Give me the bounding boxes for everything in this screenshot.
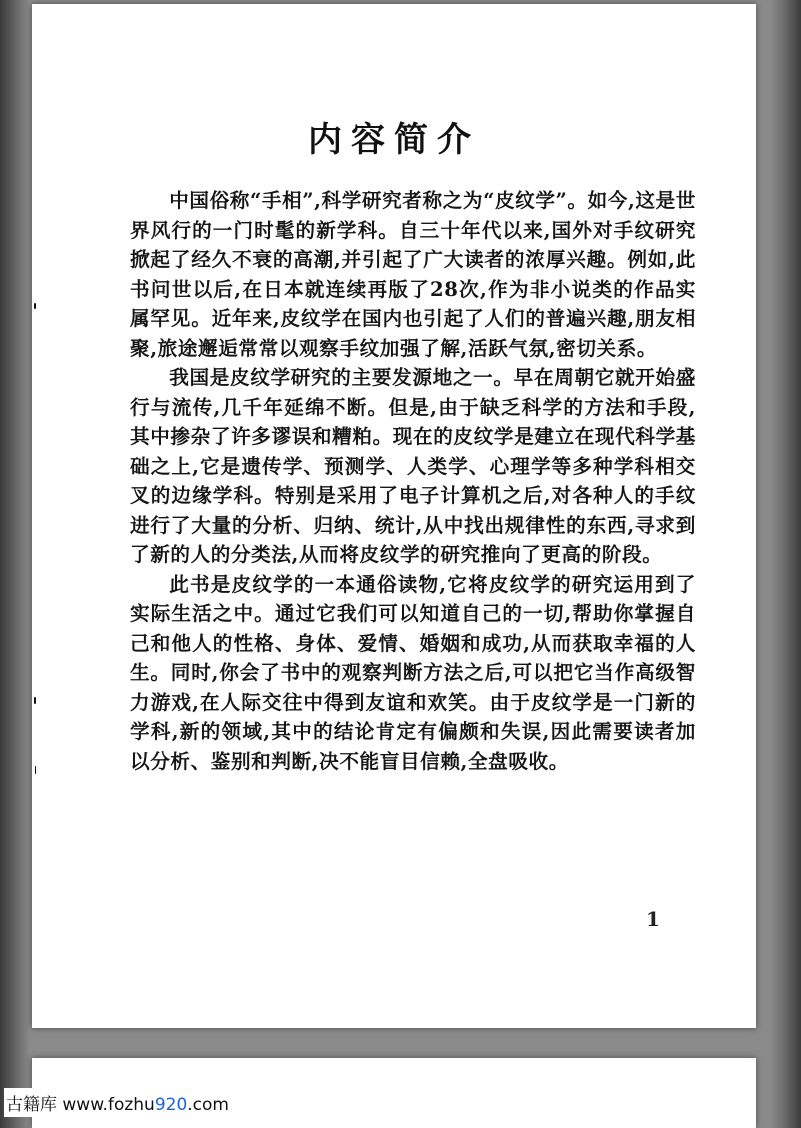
body-text [130,186,696,776]
paragraph-2: 我国是皮纹学研究的主要发源地之一。早在周朝它就开始盛行与流传,几千年延绵不断。但是,由于缺乏科学的方法和手段,其中掺杂了许多谬误和糟粕。现在的皮纹学是建立在现代科学基础之上,它是遗传学、预测学、人类学、心理学等多种学科相交叉的边缘学科。特别是采用了电子计算机之后,对各种人的手纹进行了大量的分析、归纳、统计,从中找出规律性的东西,寻求到了新的人的分类法,从而将皮纹学的研究推向了更高的阶段。 [130,366,696,566]
watermark-url-prefix: www.fozhu [62,1095,155,1115]
scanned-page [32,4,756,1028]
page-number: 1 [646,907,660,931]
paragraph-1: 中国俗称“手相”,科学研究者称之为“皮纹学”。如今,这是世界风行的一门时髦的新学科。自三十年代以来,国外对手纹研究掀起了经久不衰的高潮,并引起了广大读者的浓厚兴趣。例如,此书问世以后,在日本就连续再版了28次,作为非小说类的作品实属罕见。近年来,皮纹学在国内也引起了人们的普遍兴趣,朋友相聚,旅途邂逅常常以观察手纹加强了解,活跃气氛,密切关系。 [130,189,696,360]
watermark-url [62,1095,229,1115]
scan-speck [34,697,36,704]
watermark-url-digits: 920 [154,1095,188,1115]
watermark-site-name: 古籍库 [6,1095,57,1115]
scan-speck [35,766,36,774]
watermark [4,1088,233,1117]
watermark-url-suffix: .com [187,1095,229,1115]
page-title: 内容简介 [308,120,480,160]
scan-speck [34,303,36,309]
paragraph-3: 此书是皮纹学的一本通俗读物,它将皮纹学的研究运用到了实际生活之中。通过它我们可以知道自己的一切,帮助你掌握自己和他人的性格、身体、爱情、婚姻和成功,从而获取幸福的人生。同时,你会了书中的观察判断方法之后,可以把它当作高级智力游戏,在人际交往中得到友谊和欢笑。由于皮纹学是一门新的学科,新的领域,其中的结论肯定有偏颇和失误,因此需要读者加以分析、鉴别和判断,决不能盲目信赖,全盘吸收。 [130,572,696,773]
